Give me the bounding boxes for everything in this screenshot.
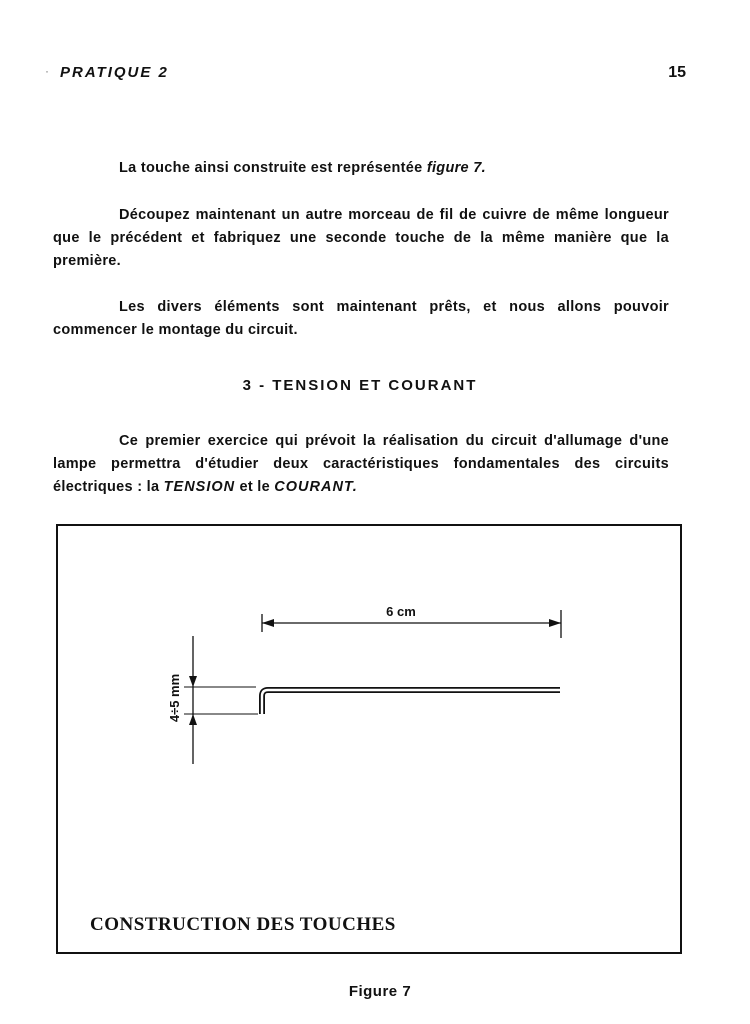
arrow-left-icon [262, 619, 274, 627]
page-number: 15 [668, 64, 686, 81]
paragraph-first-exercise [53, 430, 669, 499]
chapter-header: PRATIQUE 2 [60, 64, 169, 81]
height-label: 4÷5 mm [167, 673, 182, 723]
courant-term: COURANT. [274, 479, 358, 495]
figure-frame [56, 524, 682, 954]
figure-title: CONSTRUCTION DES TOUCHES [90, 914, 396, 935]
paragraph-text: et le [235, 479, 275, 495]
wire-key-outline [262, 690, 560, 714]
section-heading: 3 - TENSION ET COURANT [242, 377, 478, 394]
margin-mark: · [45, 64, 49, 78]
paragraph-figure-reference [53, 157, 669, 180]
figure-reference-link: figure 7. [426, 160, 486, 176]
key-diagram [58, 526, 680, 952]
paragraph-elements-ready: Les divers éléments sont maintenant prêts, et nous allons pouvoir commencer le montage du circuit. [53, 299, 669, 338]
paragraph-text: La touche ainsi construite est représentée [119, 160, 427, 176]
wire-key-fill [262, 690, 560, 714]
length-label: 6 cm [386, 604, 416, 619]
paragraph-second-key: Découpez maintenant un autre morceau de fil de cuivre de même longueur que le précédent et fabriquez une seconde touche de la même manière que la première. [53, 207, 669, 269]
arrow-up-icon [189, 714, 197, 725]
tension-term: TENSION [163, 479, 236, 495]
arrow-down-icon [189, 676, 197, 687]
figure-caption: Figure 7 [348, 983, 412, 1000]
arrow-right-icon [549, 619, 561, 627]
paragraph-text: Ce premier exercice qui prévoit la réalisation du circuit d'allumage d'une lampe permettra d'étudier deux caractéristiques fondamentales des circuits électriques : la [53, 433, 669, 495]
